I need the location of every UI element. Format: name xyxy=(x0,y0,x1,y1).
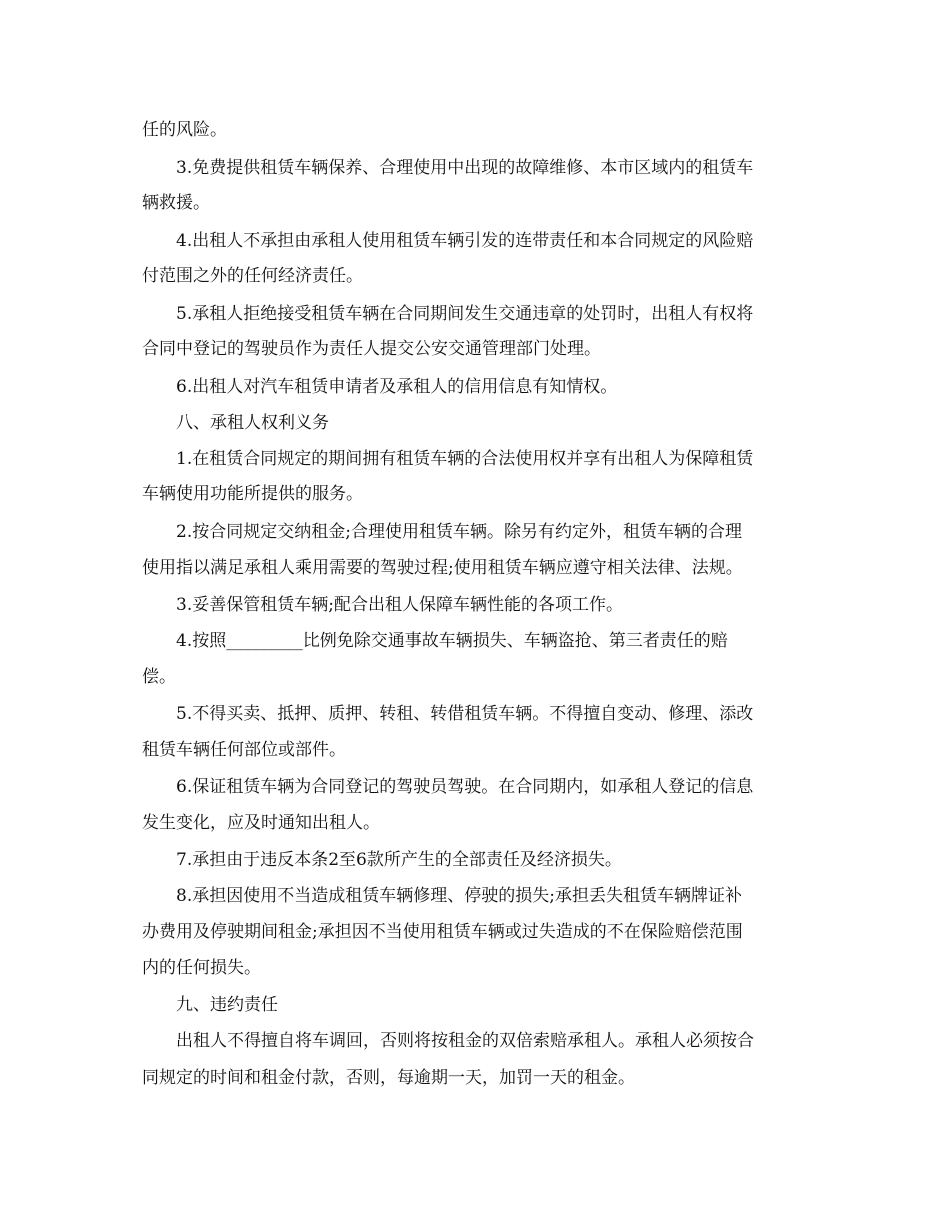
text-line: 4.出租人不承担由承租人使用租赁车辆引发的连带责任和本合同规定的风险赔 xyxy=(176,231,754,251)
text-line: 偿。 xyxy=(142,667,176,687)
text-line: 6.出租人对汽车租赁申请者及承租人的信用信息有知情权。 xyxy=(176,377,618,397)
text-line: 辆救援。 xyxy=(142,193,210,213)
text-line: 车辆使用功能所提供的服务。 xyxy=(142,484,363,504)
text-line: 4.按照_________比例免除交通事故车辆损失、车辆盗抢、第三者责任的赔 xyxy=(176,631,728,651)
text-line: 合同中登记的驾驶员作为责任人提交公安交通管理部门处理。 xyxy=(142,339,601,359)
text-line: 同规定的时间和租金付款，否则，每逾期一天，加罚一天的租金。 xyxy=(142,1068,635,1088)
text-line: 付范围之外的任何经济责任。 xyxy=(142,266,363,286)
text-line: 出租人不得擅自将车调回，否则将按租金的双倍索赔承租人。承租人必须按合 xyxy=(176,1031,754,1051)
text-line: 8.承担因使用不当造成租赁车辆修理、停驶的损失;承担丢失租赁车辆牌证补 xyxy=(176,886,742,906)
text-line: 2.按合同规定交纳租金;合理使用租赁车辆。除另有约定外，租赁车辆的合理 xyxy=(176,522,742,542)
section-heading: 八、承租人权利义务 xyxy=(176,413,329,433)
text-line: 发生变化，应及时通知出租人。 xyxy=(142,813,380,833)
text-line: 3.妥善保管租赁车辆;配合出租人保障车辆性能的各项工作。 xyxy=(176,595,623,615)
text-line: 任的风险。 xyxy=(142,120,227,140)
text-line: 使用指以满足承租人乘用需要的驾驶过程;使用租赁车辆应遵守相关法律、法规。 xyxy=(142,558,743,578)
text-line: 6.保证租赁车辆为合同登记的驾驶员驾驶。在合同期内，如承租人登记的信息 xyxy=(176,777,754,797)
text-line: 1.在租赁合同规定的期间拥有租赁车辆的合法使用权并享有出租人为保障租赁 xyxy=(176,449,754,469)
section-heading: 九、违约责任 xyxy=(176,995,278,1015)
text-line: 3.免费提供租赁车辆保养、合理使用中出现的故障维修、本市区域内的租赁车 xyxy=(176,158,754,178)
text-line: 5.不得买卖、抵押、质押、转租、转借租赁车辆。不得擅自变动、修理、添改 xyxy=(176,704,754,724)
text-line: 7.承担由于违反本条2至6款所产生的全部责任及经济损失。 xyxy=(176,850,622,870)
text-line: 内的任何损失。 xyxy=(142,958,261,978)
text-line: 5.承租人拒绝接受租赁车辆在合同期间发生交通违章的处罚时，出租人有权将 xyxy=(176,304,754,324)
text-line: 租赁车辆任何部位或部件。 xyxy=(142,740,346,760)
text-line: 办费用及停驶期间租金;承担因不当使用租赁车辆或过失造成的不在保险赔偿范围 xyxy=(142,922,743,942)
